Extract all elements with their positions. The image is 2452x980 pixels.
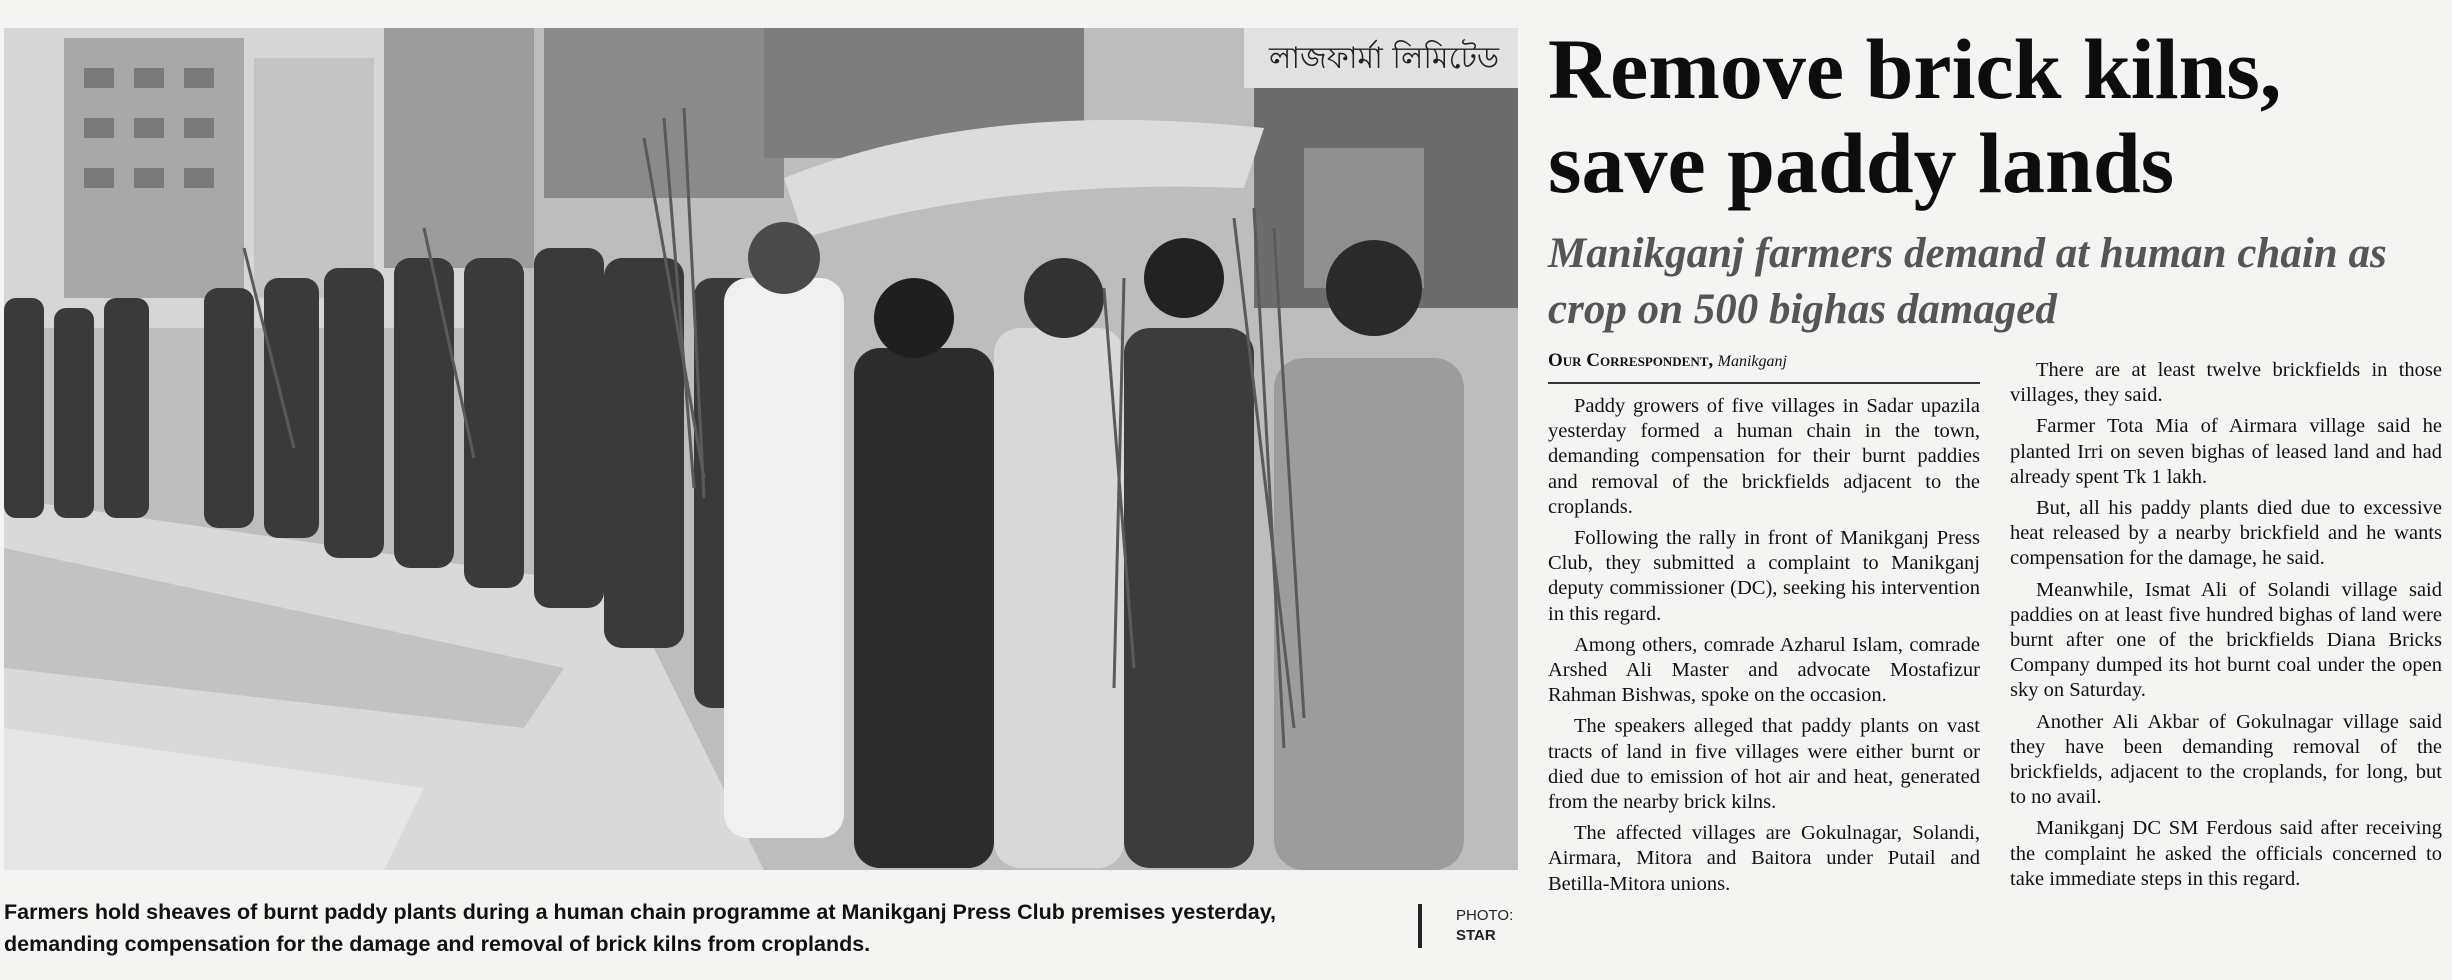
signboard-text: লাজফার্মা লিমিটেড: [1269, 41, 1500, 76]
paragraph: Meanwhile, Ismat Ali of Solandi village said paddies on at least five hundred bighas of land were burnt after one of the brickfields Diana Bricks Company dumped its hot burnt coal under the open sky on Saturday.: [2010, 578, 2442, 702]
paragraph: Following the rally in front of Manikganj Press Club, they submitted a complaint to Manikganj deputy commissioner (DC), seeking his intervention in this regard.: [1548, 527, 1980, 625]
paragraph: Among others, comrade Azharul Islam, comrade Arshed Ali Master and advocate Mostafizur Rahman Bishwas, spoke on the occasion.: [1548, 633, 1980, 707]
subheadline: Manikganj farmers demand at human chain as crop on 500 bighas damaged: [1548, 230, 2387, 333]
byline-location: Manikganj: [1717, 353, 1787, 370]
paragraph: Paddy growers of five villages in Sadar upazila yesterday formed a human chain in the town, demanding compensation for their burnt paddies and removal of the brickfields adjacent to the croplands.: [1548, 395, 1980, 518]
credit-divider: [1418, 904, 1422, 948]
article-column-2: [2010, 358, 2442, 898]
byline-rule: [1548, 382, 1980, 384]
byline-correspondent: Our Correspondent,: [1548, 350, 1714, 371]
paragraph: There are at least twelve brickfields in those villages, they said.: [2010, 359, 2442, 407]
paragraph: Another Ali Akbar of Gokulnagar village said they have been demanding removal of the brickfields, adjacent to the croplands, for long, but to no avail.: [2010, 710, 2442, 809]
paragraph: The speakers alleged that paddy plants on vast tracts of land in five villages were either burnt or died due to emission of hot air and heat, generated from the nearby brick kilns.: [1548, 715, 1980, 814]
paragraph: Farmer Tota Mia of Airmara village said he planted Irri on seven bighas of leased land and had already spent Tk 1 lakh.: [2010, 415, 2442, 488]
paragraph: The affected villages are Gokulnagar, Solandi, Airmara, Mitora and Baitora under Putail and Betilla-Mitora unions.: [1548, 822, 1980, 895]
byline: [1548, 350, 1978, 372]
photo-credit-source: STAR: [1456, 927, 1496, 944]
photo-illustration: [4, 28, 1518, 870]
photo-credit-label: PHOTO:: [1456, 907, 1514, 924]
news-photo: [4, 28, 1518, 870]
paragraph: But, all his paddy plants died due to excessive heat released by a nearby brickfield and he wants compensation for the damage, he said.: [2010, 497, 2442, 570]
headline: Remove brick kilns, save paddy lands: [1548, 21, 2282, 211]
article-column-1: [1548, 394, 1980, 903]
photo-caption: Farmers hold sheaves of burnt paddy plants during a human chain programme at Manikganj Press Club premises yesterday, demanding compensation for the damage and removal of brick kilns from croplands.: [4, 900, 1277, 956]
photo-credit: [1456, 906, 1513, 946]
paragraph: Manikganj DC SM Ferdous said after receiving the complaint he asked the officials concerned to take immediate steps in this regard.: [2010, 817, 2442, 890]
